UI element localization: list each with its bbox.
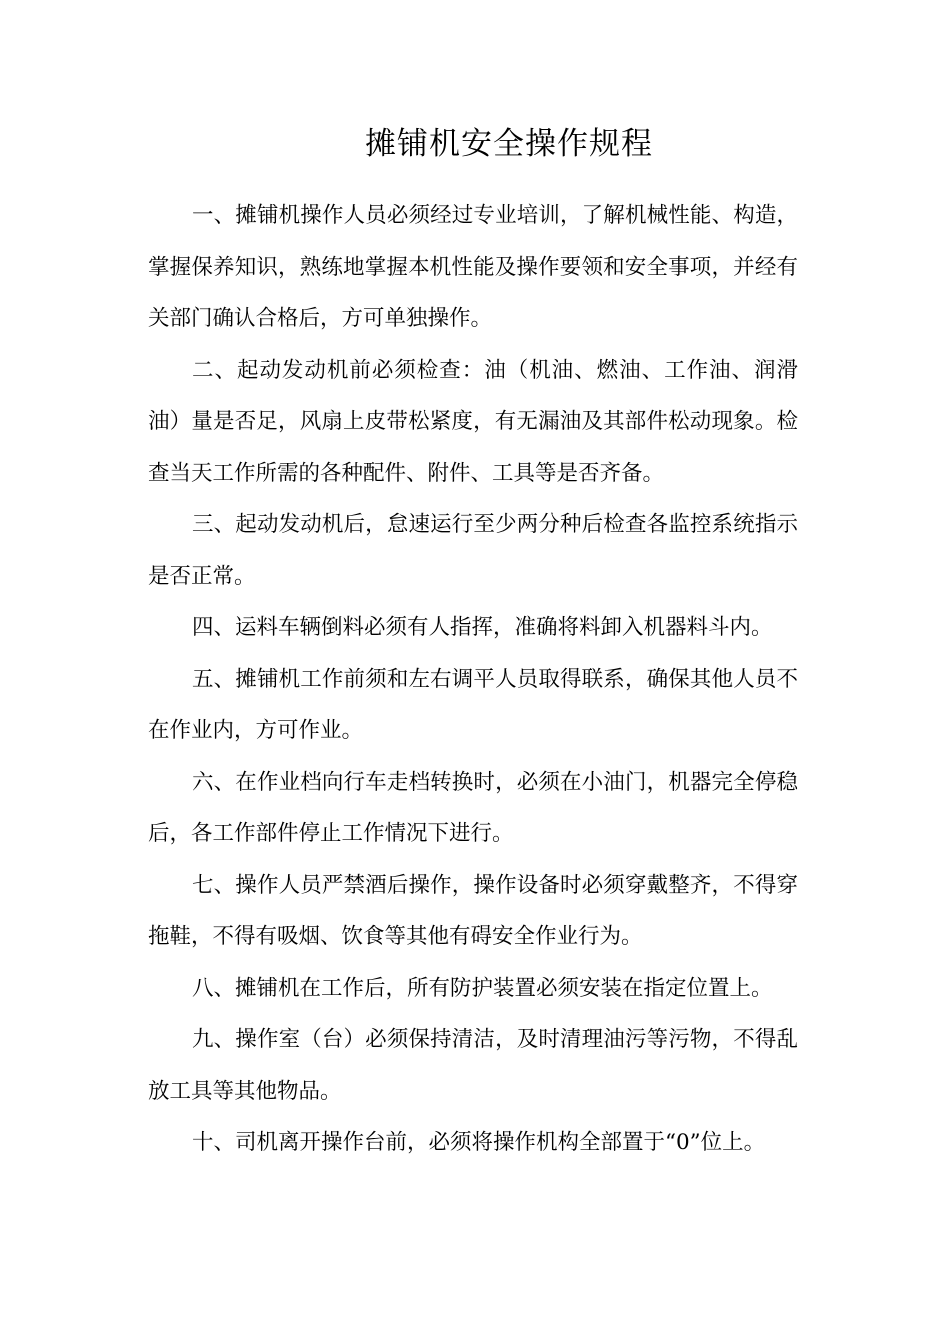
document-body	[148, 190, 798, 1169]
paragraph-2: 二、起动发动机前必须检查：油（机油、燃油、工作油、润滑油）量是否足，风扇上皮带松紧度，有无漏油及其部件松动现象。检查当天工作所需的各种配件、附件、工具等是否齐备。	[148, 357, 798, 486]
paragraph-8: 八、摊铺机在工作后，所有防护装置必须安装在指定位置上。	[192, 975, 773, 1001]
paragraph-3: 三、起动发动机后，怠速运行至少两分种后检查各监控系统指示是否正常。	[148, 512, 798, 589]
paragraph-5: 五、摊铺机工作前须和左右调平人员取得联系，确保其他人员不在作业内，方可作业。	[148, 666, 798, 743]
paragraph-7: 七、操作人员严禁酒后操作，操作设备时必须穿戴整齐，不得穿拖鞋，不得有吸烟、饮食等其他有碍安全作业行为。	[148, 872, 798, 949]
paragraph-6: 六、在作业档向行车走档转换时，必须在小油门，机器完全停稳后，各工作部件停止工作情况下进行。	[148, 769, 798, 846]
document-title: 摊铺机安全操作规程	[365, 126, 653, 162]
paragraph-10: 十、司机离开操作台前，必须将操作机构全部置于“0”位上。	[192, 1130, 766, 1155]
paragraph-4: 四、运料车辆倒料必须有人指挥，准确将料卸入机器料斗内。	[192, 615, 773, 640]
paragraph-9: 九、操作室（台）必须保持清洁，及时清理油污等污物，不得乱放工具等其他物品。	[148, 1027, 798, 1104]
paragraph-1: 一、摊铺机操作人员必须经过专业培训，了解机械性能、构造，掌握保养知识，熟练地掌握本机性能及操作要领和安全事项，并经有关部门确认合格后，方可单独操作。	[148, 203, 798, 331]
